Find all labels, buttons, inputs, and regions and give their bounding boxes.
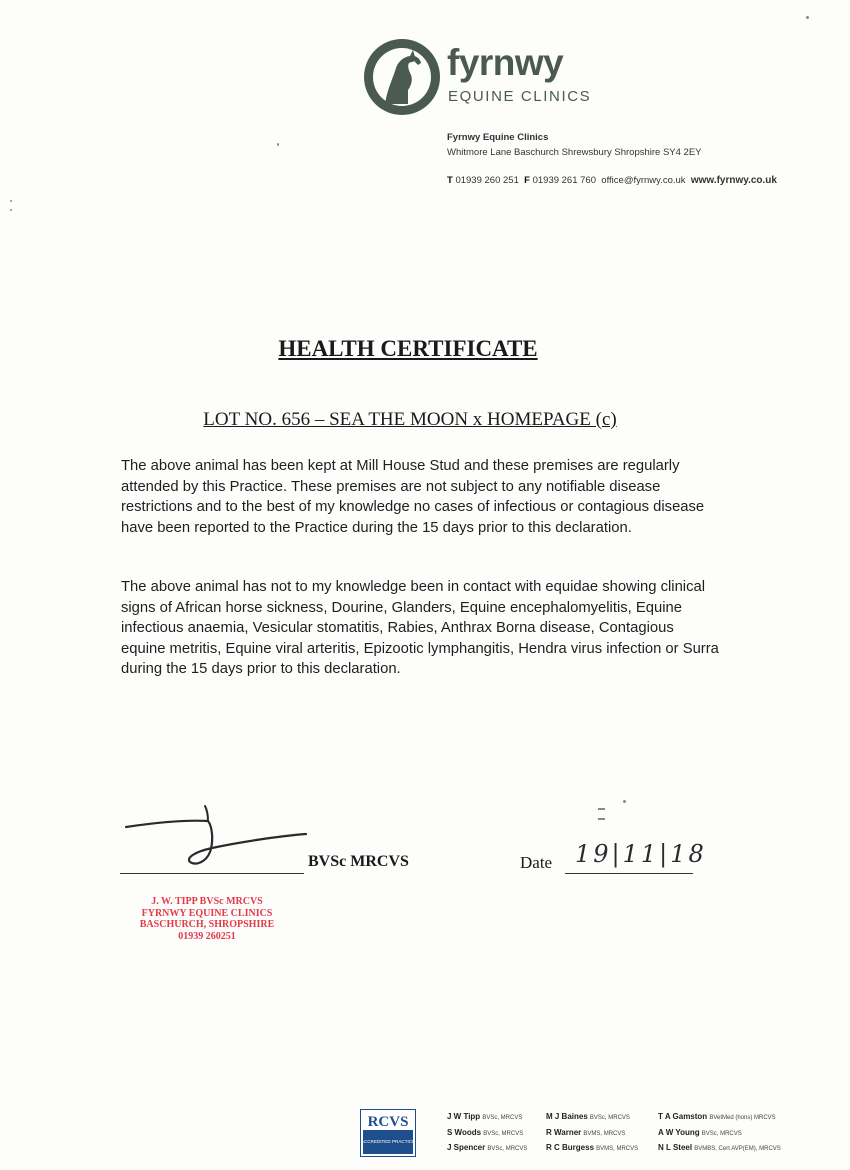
- vet-entry: S Woods BVSc, MRCVS: [447, 1127, 524, 1137]
- website-link[interactable]: www.fyrnwy.co.uk: [690, 175, 777, 186]
- stamp-line-1: J. W. TIPP BVSc MRCVS: [151, 896, 263, 907]
- fax-number: 01939 261 760: [532, 175, 596, 186]
- scan-speck: [623, 800, 626, 803]
- scan-speck: [598, 818, 605, 820]
- vet-entry: R C Burgess BVMS, MRCVS: [546, 1143, 639, 1152]
- date-line: [565, 873, 693, 874]
- vet-column-1: [447, 1110, 527, 1157]
- vet-column-3: [658, 1110, 781, 1157]
- vet-entry: A W Young BVSc, MRCVS: [658, 1127, 742, 1137]
- logo-subtitle: EQUINE CLINICS: [448, 88, 592, 105]
- rcvs-badge-title: RCVS: [367, 1114, 409, 1130]
- scan-speck: [806, 16, 809, 19]
- lot-title: LOT NO. 656 – SEA THE MOON x HOMEPAGE (c): [203, 409, 617, 430]
- practice-address: [447, 130, 702, 160]
- fyrnwy-horse-logo-icon: [363, 38, 441, 116]
- vet-signature-icon: [120, 800, 320, 875]
- practice-street: Whitmore Lane Baschurch Shrewsbury Shropshire SY4 2EY: [447, 147, 702, 158]
- vet-entry: M J Baines BVSc, MRCVS: [546, 1112, 630, 1121]
- rcvs-badge-subtitle: ACCREDITED PRACTICE: [360, 1139, 416, 1144]
- signature-line: [120, 873, 304, 874]
- vet-entry: T A Gamston BVetMed (hons) MRCVS: [658, 1112, 776, 1121]
- date-label: Date: [520, 853, 553, 872]
- vet-entry: R Warner BVMS, MRCVS: [546, 1127, 626, 1137]
- stamp-line-3: BASCHURCH, SHROPSHIRE: [139, 919, 275, 930]
- practice-contact: [447, 175, 777, 186]
- tel-number: 01939 260 251: [455, 175, 519, 186]
- scan-speck: [277, 143, 279, 146]
- handwritten-date: 19|11|18: [575, 840, 707, 868]
- stamp-line-2: FYRNWY EQUINE CLINICS: [141, 907, 273, 919]
- declaration-paragraph-2: The above animal has not to my knowledge been in contact with equidae showing clinical signs of African horse sickness, Dourine, Glanders, Equine encephalomyelitis, Equine infectious anaemia, Vesicular stomatitis, Rabies, Anthrax Borna disease, Contagious equine metritis, Equine viral arteritis, Epizootic lymphangitis, Hendra virus infection or Surra during the 15 days prior to this declaration.: [121, 579, 719, 677]
- vet-entry: N L Steel BVMBS, Cert AVP(EM), MRCVS: [658, 1143, 781, 1152]
- email-link[interactable]: office@fyrnwy.co.uk: [601, 175, 686, 186]
- vet-entry: J Spencer BVSc, MRCVS: [447, 1143, 528, 1152]
- scan-speck: [598, 808, 605, 810]
- declaration-paragraph-1: The above animal has been kept at Mill House Stud and these premises are regularly attended by this Practice. These premises are not subject to any notifiable disease restrictions and to the best of my knowledge no cases of infectious or contagious disease have been reported to the Practice during the 15 days prior to this declaration.: [121, 458, 705, 536]
- tel-label: T: [447, 175, 453, 186]
- practice-name: Fyrnwy Equine Clinics: [447, 132, 549, 143]
- scan-speck: [10, 200, 12, 202]
- signature-qualification: BVSc MRCVS: [308, 853, 409, 870]
- vet-column-2: [546, 1110, 638, 1157]
- logo-name: fyrnwy: [447, 42, 564, 83]
- stamp-line-4: 01939 260251: [178, 930, 236, 942]
- fax-label: F: [524, 175, 530, 186]
- scan-speck: [10, 209, 12, 211]
- certificate-title: HEALTH CERTIFICATE: [278, 336, 538, 361]
- vet-entry: J W Tipp BVSc, MRCVS: [447, 1112, 523, 1121]
- practice-stamp: [118, 896, 296, 942]
- rcvs-accredited-badge-icon: [360, 1109, 416, 1157]
